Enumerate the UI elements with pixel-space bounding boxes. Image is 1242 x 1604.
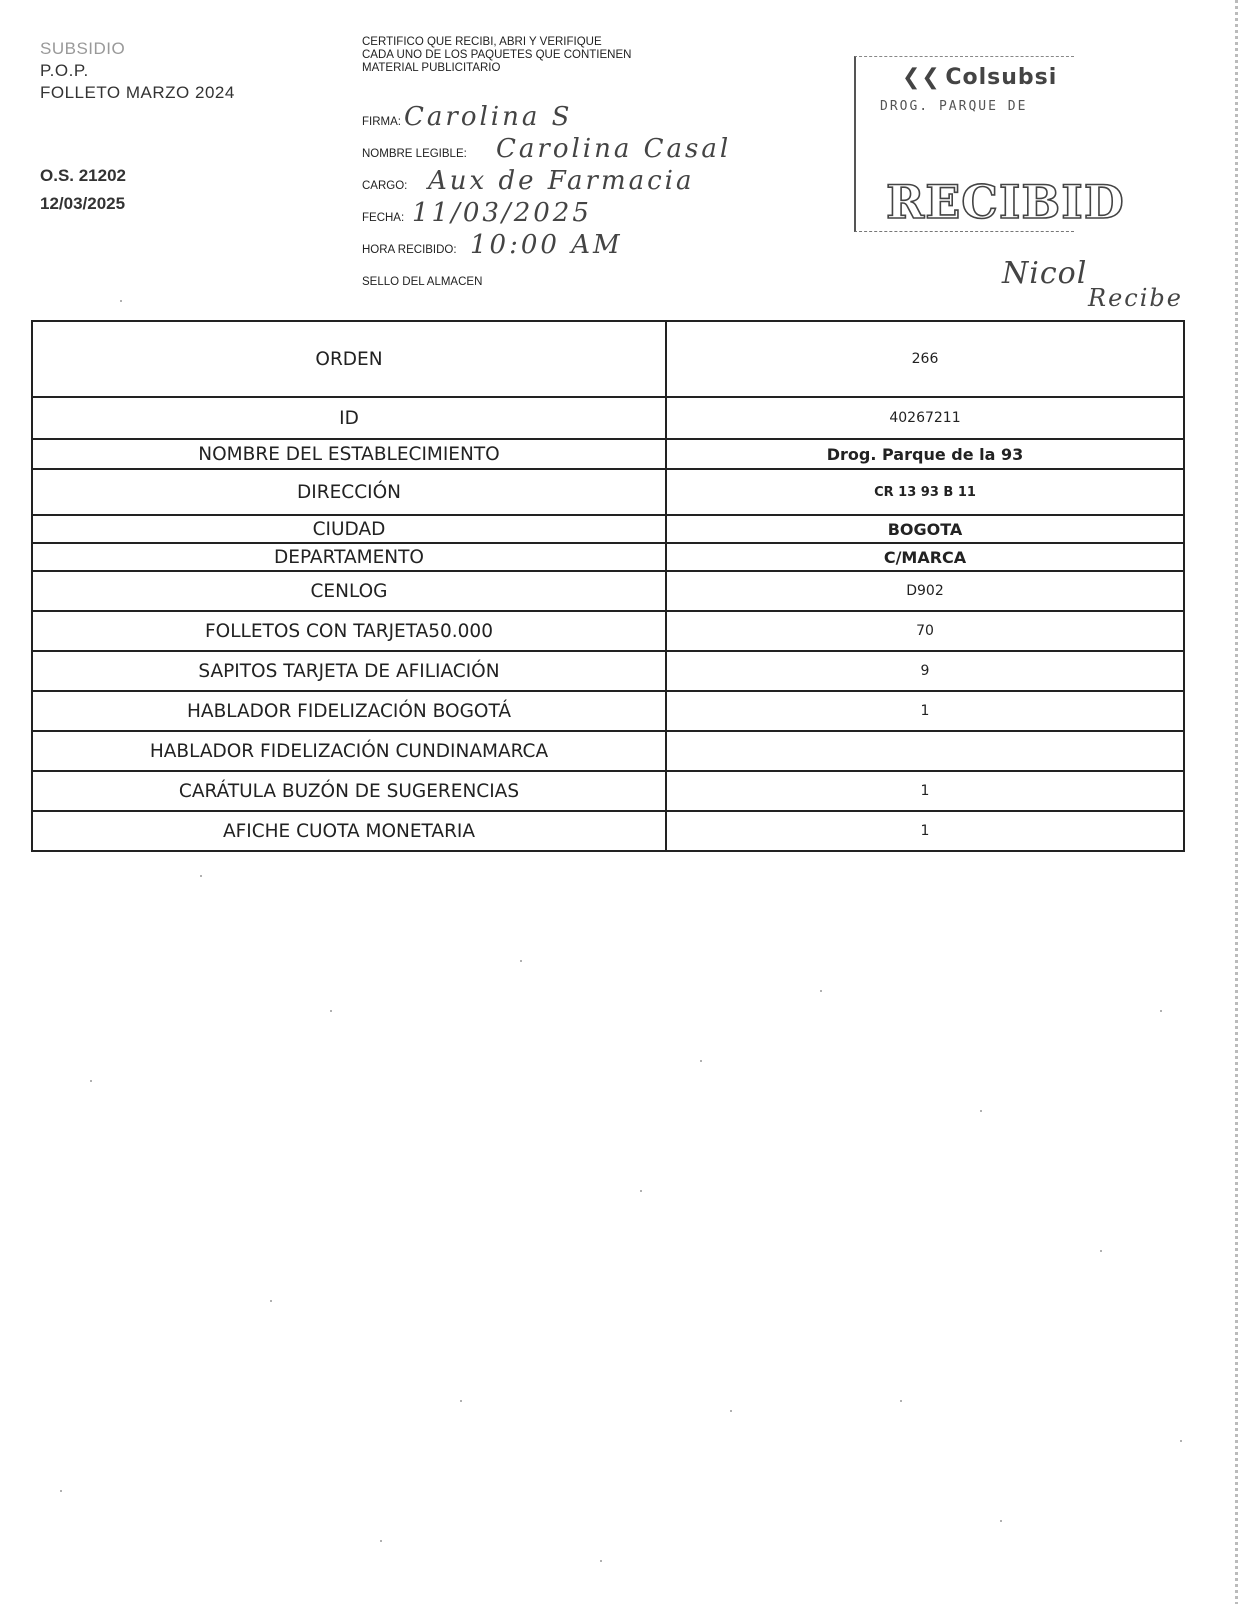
certificate-statement: CERTIFICO QUE RECIBI, ABRI Y VERIFIQUE CADA UNO DE LOS PAQUETES QUE CONTIENEN MATERIAL PUBLICITARIO [362, 36, 632, 74]
row-value-folletos: 70 [666, 611, 1184, 651]
row-value-departamento: C/MARCA [666, 543, 1184, 571]
row-label-afiche: AFICHE CUOTA MONETARIA [32, 811, 666, 851]
firma-signature: Carolina S [404, 102, 573, 132]
handwritten-extra: Recibe [1088, 284, 1183, 312]
scan-speck [380, 1540, 382, 1542]
stamp-brand-row [902, 65, 1057, 90]
scan-speck [730, 1410, 732, 1412]
reception-stamp [854, 56, 1125, 232]
table-row [32, 397, 1184, 439]
stamp-brand: Colsubsi [945, 65, 1058, 90]
row-value-establecimiento: Drog. Parque de la 93 [666, 439, 1184, 469]
hora-value: 10:00 AM [470, 230, 623, 260]
table-row [32, 691, 1184, 731]
row-value-hablador-bogota: 1 [666, 691, 1184, 731]
table-row [32, 515, 1184, 543]
nombre-value: Carolina Casal [496, 134, 732, 164]
table-row [32, 543, 1184, 571]
firma-label: FIRMA: [362, 116, 401, 128]
delivery-table [31, 320, 1185, 852]
scan-speck [460, 1400, 462, 1402]
row-value-ciudad: BOGOTA [666, 515, 1184, 543]
order-service-date: 12/03/2025 [40, 194, 126, 213]
hora-label: HORA RECIBIDO: [362, 244, 457, 256]
stamp-logo-icon: ❮❮ [902, 65, 941, 90]
scan-speck [1100, 1250, 1102, 1252]
scan-speck [520, 960, 522, 962]
row-label-hablador-cundinamarca: HABLADOR FIDELIZACIÓN CUNDINAMARCA [32, 731, 666, 771]
row-value-direccion: CR 13 93 B 11 [666, 469, 1184, 515]
handwritten-name: Nicol [1002, 256, 1088, 291]
row-value-orden: 266 [666, 321, 1184, 397]
header-left [40, 38, 235, 104]
sello-label: SELLO DEL ALMACEN [362, 276, 483, 288]
scan-speck [200, 875, 202, 877]
row-label-departamento: DEPARTAMENTO [32, 543, 666, 571]
row-label-establecimiento: NOMBRE DEL ESTABLECIMIENTO [32, 439, 666, 469]
scan-speck [1180, 1440, 1182, 1442]
scan-speck [90, 1080, 92, 1082]
scan-speck [1000, 1520, 1002, 1522]
scan-speck [60, 1490, 62, 1492]
table-row [32, 321, 1184, 397]
table-row [32, 439, 1184, 469]
header-line-folleto: FOLLETO MARZO 2024 [40, 83, 235, 102]
row-label-sapitos: SAPITOS TARJETA DE AFILIACIÓN [32, 651, 666, 691]
stamp-store: DROG. PARQUE DE [880, 99, 1028, 114]
row-label-hablador-bogota: HABLADOR FIDELIZACIÓN BOGOTÁ [32, 691, 666, 731]
cargo-label: CARGO: [362, 180, 408, 192]
row-value-cenlog: D902 [666, 571, 1184, 611]
table-row [32, 611, 1184, 651]
row-value-sapitos: 9 [666, 651, 1184, 691]
scan-speck [330, 1010, 332, 1012]
table-row [32, 651, 1184, 691]
table-row [32, 469, 1184, 515]
nombre-label: NOMBRE LEGIBLE: [362, 148, 467, 160]
row-label-caratula: CARÁTULA BUZÓN DE SUGERENCIAS [32, 771, 666, 811]
row-label-cenlog: CENLOG [32, 571, 666, 611]
table-row [32, 771, 1184, 811]
scan-speck [640, 1190, 642, 1192]
row-value-caratula: 1 [666, 771, 1184, 811]
header-line-pop: P.O.P. [40, 61, 89, 80]
stamp-received: RECIBID [886, 175, 1125, 229]
fecha-label: FECHA: [362, 212, 405, 224]
row-label-direccion: DIRECCIÓN [32, 469, 666, 515]
scan-edge-artifact [1235, 0, 1238, 1604]
scan-speck [270, 1300, 272, 1302]
row-value-afiche: 1 [666, 811, 1184, 851]
scan-speck [980, 1110, 982, 1112]
scan-speck [600, 1560, 602, 1562]
row-label-orden: ORDEN [32, 321, 666, 397]
table-row [32, 571, 1184, 611]
order-service-block [40, 162, 126, 218]
fecha-value: 11/03/2025 [412, 198, 592, 228]
scan-speck [120, 300, 122, 302]
scan-speck [700, 1060, 702, 1062]
scan-speck [1160, 1010, 1162, 1012]
table-row [32, 811, 1184, 851]
header-line-subsidio: SUBSIDIO [40, 39, 126, 58]
order-service-number: O.S. 21202 [40, 166, 127, 185]
row-value-hablador-cundinamarca [666, 731, 1184, 771]
scan-speck [900, 1400, 902, 1402]
row-label-id: ID [32, 397, 666, 439]
cargo-value: Aux de Farmacia [428, 166, 695, 196]
row-label-ciudad: CIUDAD [32, 515, 666, 543]
row-value-id: 40267211 [666, 397, 1184, 439]
scan-speck [820, 990, 822, 992]
row-label-folletos: FOLLETOS CON TARJETA50.000 [32, 611, 666, 651]
table-row [32, 731, 1184, 771]
